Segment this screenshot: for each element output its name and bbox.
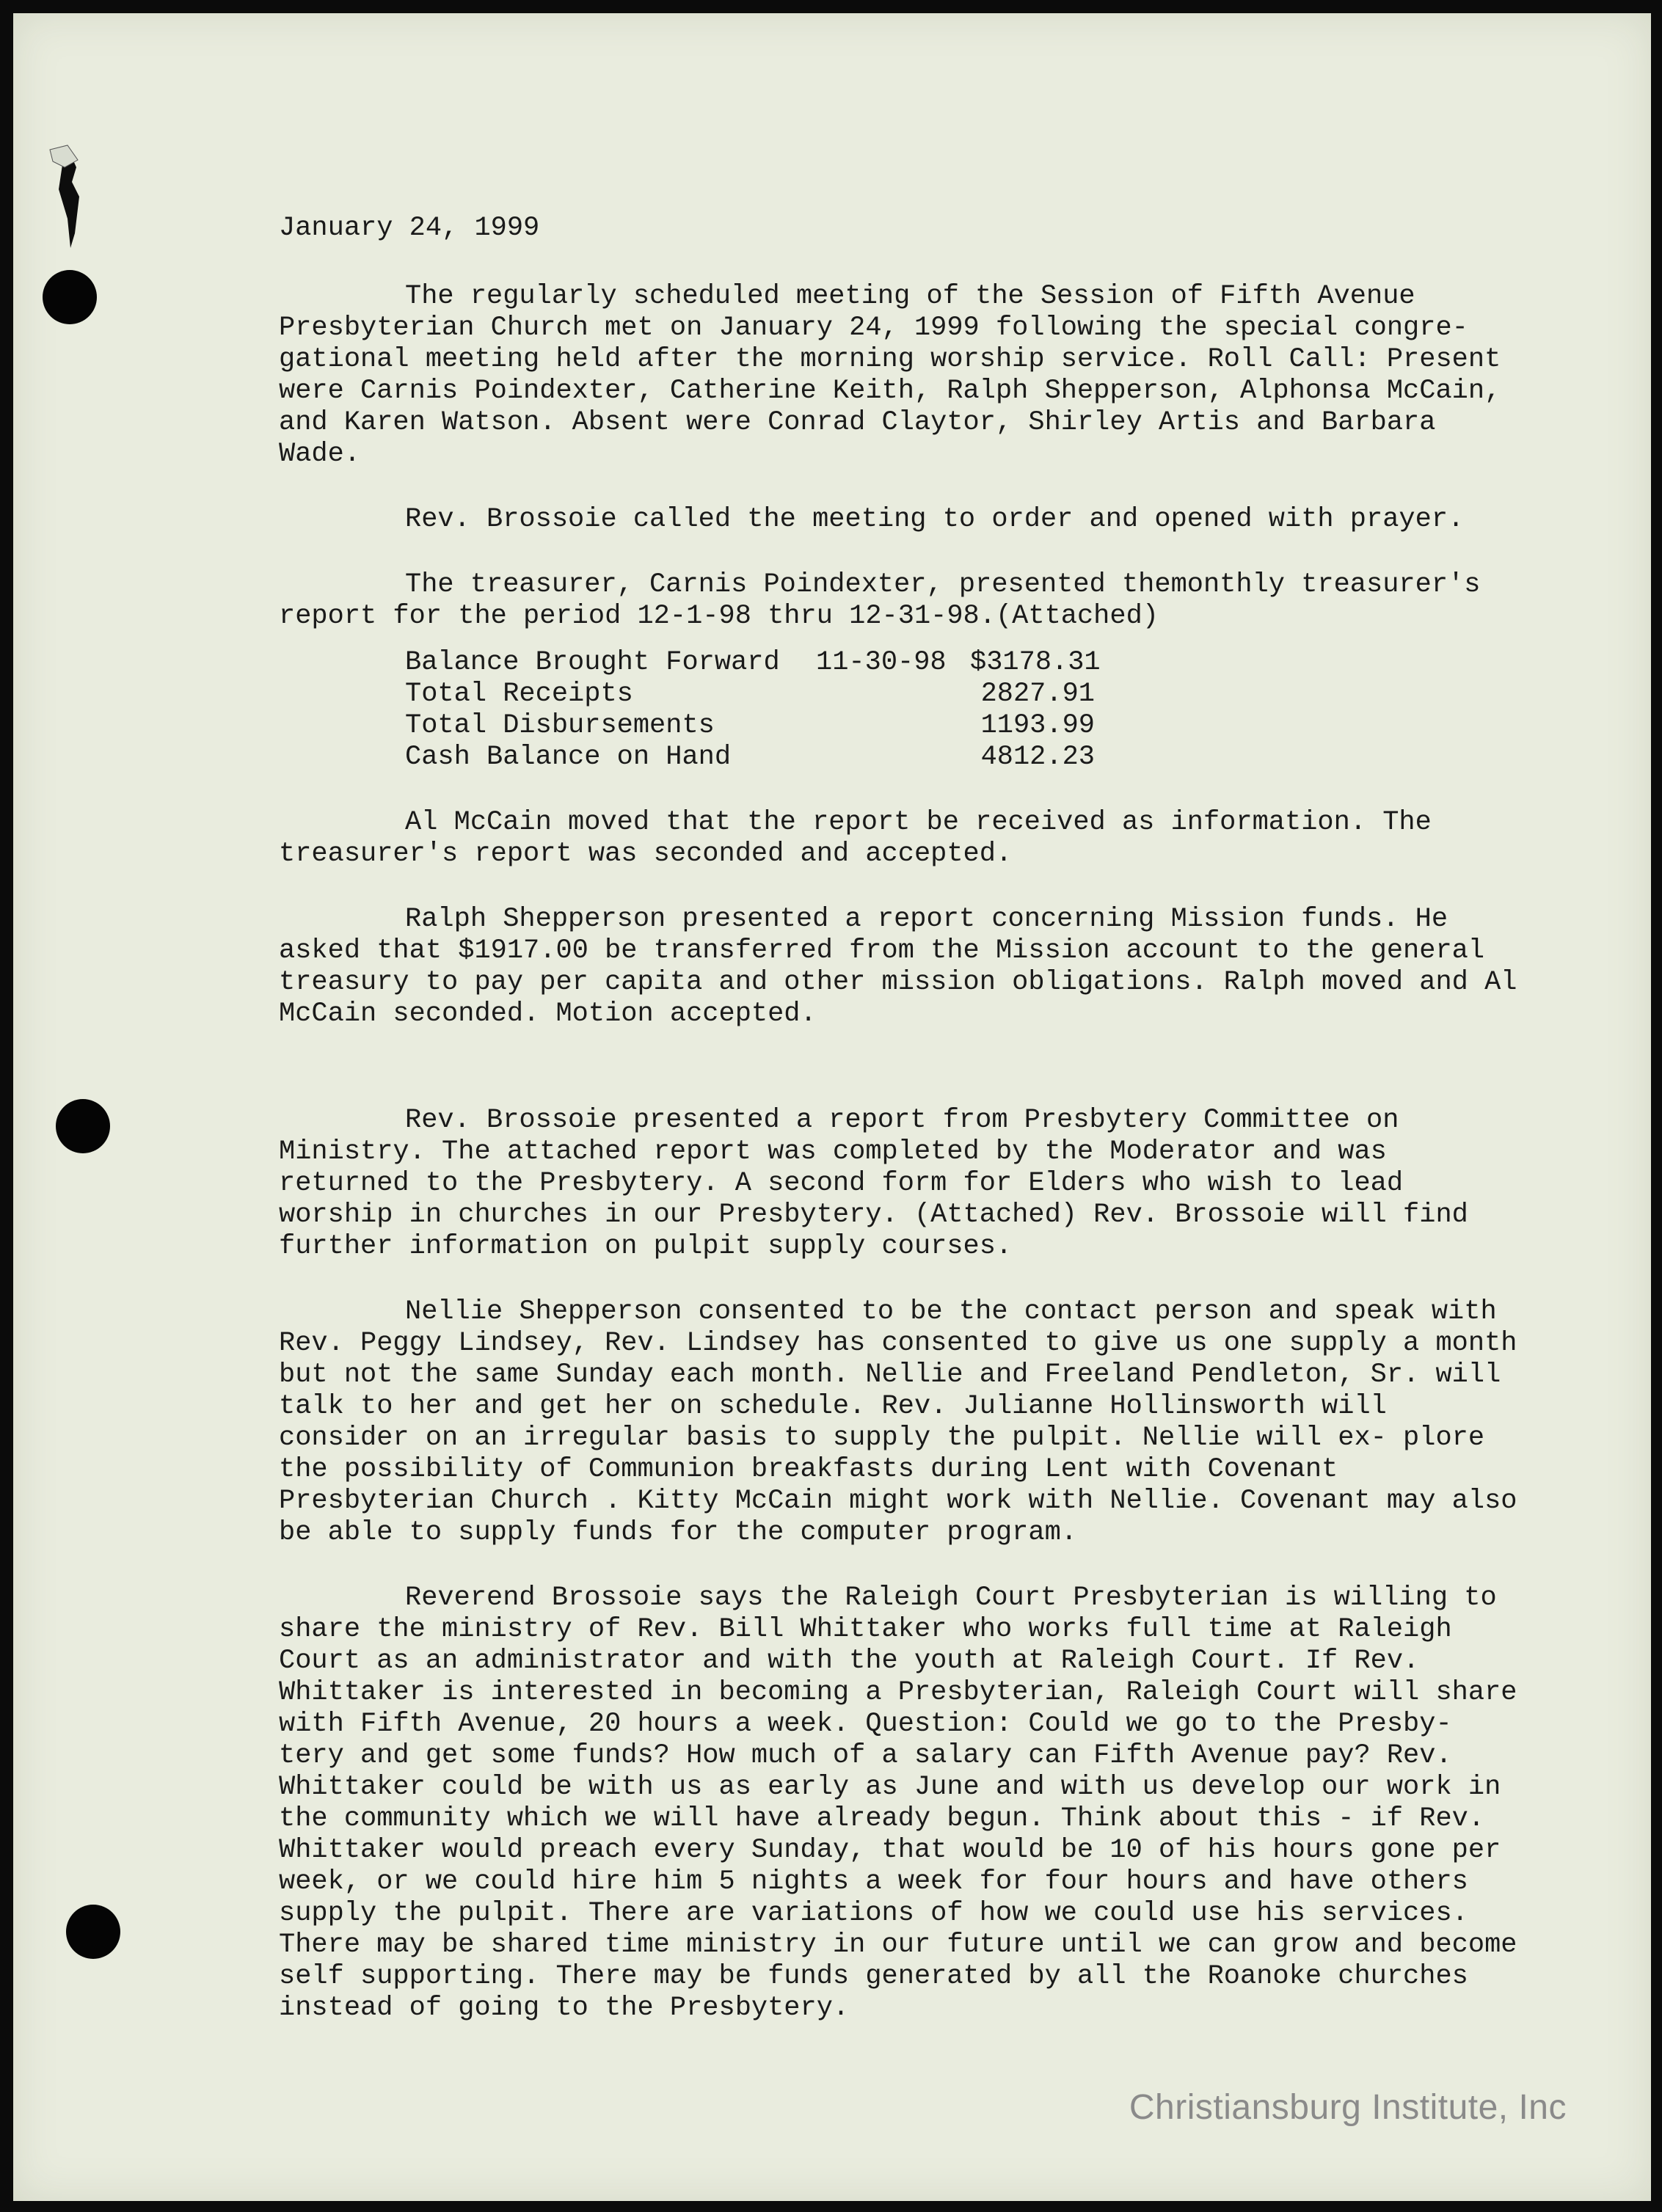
ledger-label: Total Receipts: [405, 679, 633, 709]
paragraph-opening: Rev. Brossoie called the meeting to order and opened with prayer.: [405, 504, 1465, 535]
ledger-amount: 2827.91: [980, 679, 1095, 709]
ledger-label: Balance Brought Forward: [405, 647, 780, 678]
ledger-row: [405, 679, 1095, 710]
torn-corner-mark: [43, 138, 101, 255]
ledger-date: [816, 710, 970, 742]
ledger-date: [816, 742, 970, 773]
paragraph-raleigh-court: Reverend Brossoie says the Raleigh Court Presbyterian is willing to share the ministry of Rev. Bill Whittaker who works full time at Raleigh Court as an administrator and with the youth at Raleigh Court. If Rev. Whittaker is interested in becoming a Presbyterian, Raleigh Court will share with Fifth Avenue, 20 hours a week. Question: Could we go to the Presby- tery and get some funds? How much of a salary can Fifth Avenue pay? Rev. Whittaker could be with us as early as June and with us develop our work in the community which we will have already begun. Think about this - if Rev. Whittaker would preach every Sunday, that would be 10 of his hours gone per week, or we could hire him 5 nights a week for four hours and have others supply the pulpit. There are variations of how we could use his services. There may be shared time ministry in our future until we can grow and become self supporting. There may be funds generated by all the Roanoke churches instead of going to the Presbytery.: [279, 1583, 1517, 2023]
ledger-amount: $3178.31: [970, 647, 1101, 678]
ledger-amount: 1193.99: [980, 710, 1095, 741]
paragraph-pulpit-supply: Nellie Shepperson consented to be the contact person and speak with Rev. Peggy Lindsey, Rev. Lindsey has consented to give us one supply a month but not the same Sunday each month. Nellie and Freeland Pendleton, Sr. will talk to her and get her on schedule. Rev. Julianne Hollinsworth will consider on an irregular basis to supply the pulpit. Nellie will ex- plore the possibility of Communion breakfasts during Lent with Covenant Presbyterian Church . Kitty McCain might work with Nellie. Covenant may also be able to supply funds for the computer program.: [279, 1296, 1517, 1548]
ledger-amount: 4812.23: [980, 742, 1095, 773]
ledger-label: Cash Balance on Hand: [405, 742, 732, 773]
punch-hole-top: [43, 270, 97, 324]
ledger-date: 11-30-98: [816, 647, 947, 678]
ledger-date: [816, 679, 970, 710]
watermark-text: Christiansburg Institute, Inc: [1129, 2088, 1567, 2127]
ledger-row: [405, 742, 1095, 773]
paragraph-report-received: Al McCain moved that the report be received as information. The treasurer's report was seconded and accepted.: [279, 807, 1432, 869]
ledger-row: [405, 710, 1095, 742]
paragraph-roll-call: The regularly scheduled meeting of the Session of Fifth Avenue Presbyterian Church met on January 24, 1999 following the special congre- gational meeting held after the morning worship service. Roll Call: Present were Carnis Poindexter, Catherine Keith, Ralph Shepperson, Alphonsa McCain, and Karen Watson. Absent were Conrad Claytor, Shirley Artis and Barbara Wade.: [279, 281, 1501, 470]
treasurer-ledger: [405, 647, 1101, 773]
paragraph-mission-funds: Ralph Shepperson presented a report concerning Mission funds. He asked that $1917.00 be transferred from the Mission account to the general treasury to pay per capita and other mission obligations. Ralph moved and Al McCain seconded. Motion accepted.: [279, 904, 1517, 1029]
meeting-minutes: [279, 213, 1526, 2058]
punch-hole-bottom: [66, 1905, 120, 1959]
punch-hole-middle: [56, 1099, 110, 1153]
paragraph-treasurer: The treasurer, Carnis Poindexter, presented themonthly treasurer's report for the period 12-1-98 thru 12-31-98.(Attached): [279, 569, 1481, 632]
ledger-row: [405, 647, 1101, 679]
paragraph-presbytery-committee: Rev. Brossoie presented a report from Presbytery Committee on Ministry. The attached report was completed by the Moderator and was returned to the Presbytery. A second form for Elders who wish to lead worship in churches in our Presbytery. (Attached) Rev. Brossoie will find further information on pulpit supply courses.: [279, 1105, 1468, 1262]
document-date: January 24, 1999: [279, 213, 540, 244]
ledger-label: Total Disbursements: [405, 710, 715, 741]
spacer: [279, 1064, 1526, 1105]
